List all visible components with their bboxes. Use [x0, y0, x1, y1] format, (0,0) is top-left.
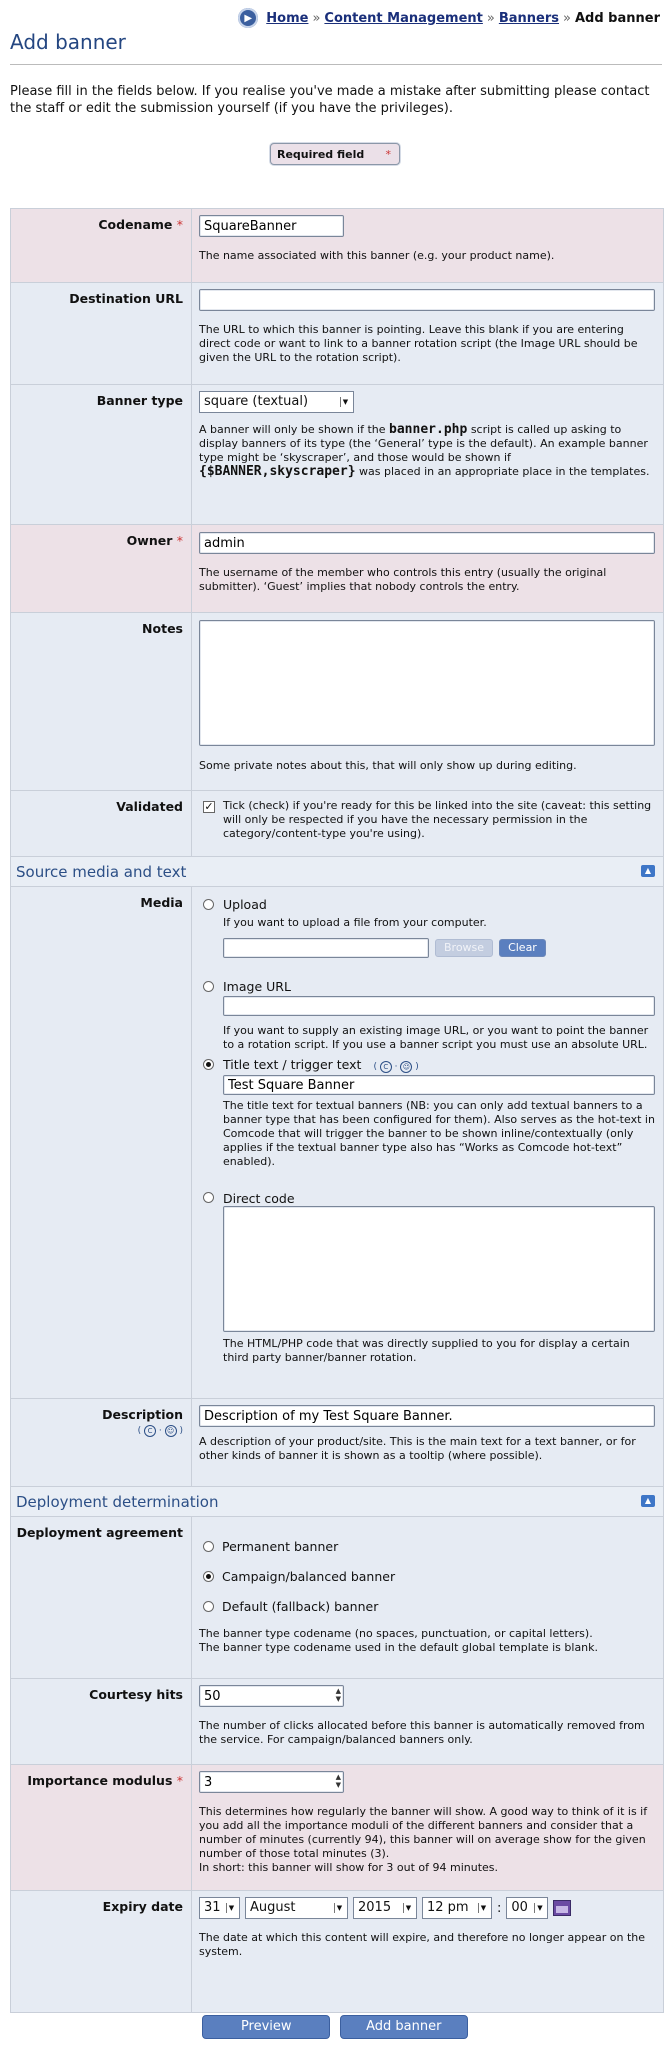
direct-code-textarea[interactable]: [223, 1206, 655, 1332]
description-label: Description: [102, 1407, 183, 1422]
row-courtesy-hits: [11, 1678, 663, 1764]
row-media: [11, 886, 663, 1398]
breadcrumb-separator: »: [312, 10, 321, 26]
title-text-input[interactable]: [223, 1075, 655, 1095]
row-banner-type: [11, 384, 663, 524]
campaign-banner-radio[interactable]: [203, 1571, 214, 1582]
image-url-radio[interactable]: [203, 981, 214, 992]
destination-url-label: Destination URL: [69, 291, 183, 306]
banner-type-value: square (textual): [204, 394, 309, 409]
required-field-label: Required field: [277, 148, 365, 161]
form-buttons: [0, 2015, 670, 2039]
time-colon: :: [497, 1900, 502, 1916]
permanent-banner-radio[interactable]: [203, 1541, 214, 1552]
emoticon-icon[interactable]: ☺: [165, 1425, 177, 1437]
chevron-down-icon: ▼: [334, 1903, 344, 1913]
row-codename: [11, 208, 663, 282]
codename-label: Codename *: [98, 217, 183, 232]
validated-desc: Tick (check) if you're ready for this be linked into the site (caveat: this setting will only be respected if you have the necessary permission in the category/content-type you're using).: [223, 799, 652, 840]
expiry-year-select[interactable]: 2015 ▼: [353, 1897, 417, 1919]
section-source-media-title: Source media and text: [16, 863, 187, 881]
banner-type-desc: A banner will only be shown if the banner.php script is called up asking to display banners of its type (the ‘General’ type is the default). An example banner type might be ‘skyscraper’, and those would be shown if {$BANNER,skyscraper} was placed in an appropriate place in the templates.: [199, 422, 650, 479]
notes-desc: Some private notes about this, that will only show up during editing.: [199, 759, 577, 772]
row-description: [11, 1398, 663, 1486]
chevron-down-icon: ▼: [226, 1903, 236, 1913]
media-label: Media: [140, 895, 183, 910]
section-source-media: [11, 856, 663, 886]
direct-code-desc: The HTML/PHP code that was directly supplied to you for display a certain third party banner/banner rotation.: [223, 1337, 630, 1364]
notes-label: Notes: [142, 621, 183, 636]
section-deployment: [11, 1486, 663, 1516]
comcode-icon[interactable]: C: [380, 1061, 392, 1073]
default-banner-radio[interactable]: [203, 1601, 214, 1612]
chevron-down-icon: ▼: [340, 397, 350, 407]
title-text-label: Title text / trigger text: [223, 1057, 362, 1072]
owner-label: Owner *: [126, 533, 183, 548]
spinner-arrows-icon[interactable]: ▲ ▼: [335, 1687, 341, 1703]
title-text-desc: The title text for textual banners (NB: you can only add textual banners to a banner type that has been configured for them). Also serves as the hot-text in Comcode that will trigger the banner to be shown inline/contextually (only applies if the textual banner type also has “Works as Comcode hot-text” enabled).: [223, 1099, 655, 1168]
chevron-down-icon: ▼: [478, 1903, 488, 1913]
expiry-hour-select[interactable]: 12 pm ▼: [422, 1897, 492, 1919]
importance-desc-1: This determines how regularly the banner will show. A good way to think of it is if you add all the importance moduli of the different banners and consider that a number of minutes (currently 94), this banner will on average show for the given number of those total minutes (3).: [199, 1805, 648, 1860]
required-field-legend: [270, 143, 400, 165]
intro-text: Please fill in the fields below. If you realise you've made a mistake after submitting please contact the staff or edit the submission yourself (if you have the privileges).: [10, 84, 650, 116]
expiry-minute-select[interactable]: 00 ▼: [506, 1897, 548, 1919]
chevron-down-icon: ▼: [534, 1903, 544, 1913]
section-deployment-title: Deployment determination: [16, 1493, 219, 1511]
banner-type-label: Banner type: [96, 393, 183, 408]
deployment-agreement-label: Deployment agreement: [16, 1525, 183, 1540]
courtesy-hits-label: Courtesy hits: [89, 1687, 183, 1702]
banner-type-select[interactable]: [199, 391, 354, 413]
calendar-icon[interactable]: [553, 1900, 571, 1916]
destination-url-input[interactable]: [199, 289, 655, 311]
row-owner: [11, 524, 663, 612]
title-text-label-row: [223, 1057, 657, 1073]
deployment-desc-1: The banner type codename (no spaces, punctuation, or capital letters).: [199, 1627, 593, 1640]
row-notes: [11, 612, 663, 790]
breadcrumb-home[interactable]: Home: [266, 10, 309, 26]
breadcrumb-banners[interactable]: Banners: [498, 10, 560, 26]
importance-label: Importance modulus *: [27, 1773, 183, 1788]
image-url-input[interactable]: [223, 996, 655, 1016]
emoticon-icon[interactable]: ☺: [400, 1061, 412, 1073]
page-title: Add banner: [10, 30, 126, 54]
image-url-desc: If you want to supply an existing image URL, or you want to point the banner to a rotation script. If you use a banner script you must use an absolute URL.: [223, 1024, 649, 1051]
codename-input[interactable]: [199, 215, 344, 237]
banner-form: [10, 208, 664, 2013]
codename-desc: The name associated with this banner (e.g. your product name).: [199, 249, 555, 262]
row-deployment-agreement: [11, 1516, 663, 1678]
breadcrumb: [238, 8, 660, 28]
arrow-circle-icon: ▶: [238, 8, 258, 28]
description-comcode-tools: ( C · ☺ ): [137, 1426, 183, 1436]
upload-radio[interactable]: [203, 899, 214, 910]
expiry-month-select[interactable]: August ▼: [245, 1897, 348, 1919]
browse-button[interactable]: Browse: [435, 939, 493, 957]
notes-textarea[interactable]: [199, 620, 655, 746]
clear-button[interactable]: Clear: [499, 939, 546, 957]
chevron-down-icon: ▼: [403, 1903, 413, 1913]
description-input[interactable]: [199, 1405, 655, 1427]
default-banner-label: Default (fallback) banner: [222, 1598, 379, 1614]
title-divider: [10, 64, 662, 65]
importance-input[interactable]: [199, 1771, 344, 1793]
image-url-label: Image URL: [223, 979, 291, 994]
expiry-day-select[interactable]: 31 ▼: [199, 1897, 240, 1919]
comcode-tools: ( C · ☺ ): [373, 1062, 419, 1072]
owner-desc: The username of the member who controls this entry (usually the original submitter). ‘Guest’ implies that nobody controls the entry.: [199, 566, 607, 593]
row-validated: [11, 790, 663, 856]
breadcrumb-content-management[interactable]: Content Management: [324, 10, 483, 26]
deployment-desc-2: The banner type codename used in the default global template is blank.: [199, 1641, 599, 1654]
row-importance: [11, 1764, 663, 1890]
collapse-toggle-icon[interactable]: ▲: [641, 1495, 655, 1507]
expiry-desc: The date at which this content will expire, and therefore no longer appear on the system.: [199, 1931, 645, 1958]
owner-input[interactable]: [199, 532, 655, 554]
direct-code-label: Direct code: [223, 1191, 295, 1206]
validated-label: Validated: [116, 799, 183, 814]
description-desc: A description of your product/site. This is the main text for a text banner, or for other kinds of banner it is shown as a tooltip (where possible).: [199, 1435, 636, 1462]
direct-code-radio[interactable]: [203, 1192, 214, 1203]
importance-desc-2: In short: this banner will show for 3 out of 94 minutes.: [199, 1861, 499, 1874]
breadcrumb-separator: »: [563, 10, 571, 26]
validated-checkbox[interactable]: ✓: [204, 800, 214, 813]
upload-label: Upload: [223, 897, 267, 912]
preview-button[interactable]: Preview: [202, 2015, 330, 2039]
row-destination-url: [11, 282, 663, 384]
add-banner-button[interactable]: Add banner: [340, 2015, 468, 2039]
required-star: *: [385, 148, 391, 161]
upload-file-input[interactable]: [223, 938, 429, 958]
comcode-icon[interactable]: C: [144, 1425, 156, 1437]
destination-url-desc: The URL to which this banner is pointing. Leave this blank if you are entering direct code or want to link to a banner rotation script (the Image URL should be given the URL to the rotation script).: [199, 323, 638, 364]
courtesy-hits-input[interactable]: [199, 1685, 344, 1707]
spinner-arrows-icon[interactable]: ▲ ▼: [335, 1773, 341, 1789]
title-text-radio[interactable]: [203, 1059, 214, 1070]
permanent-banner-label: Permanent banner: [222, 1538, 339, 1554]
campaign-banner-label: Campaign/balanced banner: [222, 1568, 396, 1584]
breadcrumb-separator: »: [486, 10, 495, 26]
row-expiry: [11, 1890, 663, 2012]
upload-desc: If you want to upload a file from your computer.: [223, 916, 487, 929]
collapse-toggle-icon[interactable]: ▲: [641, 865, 655, 877]
expiry-label: Expiry date: [102, 1899, 183, 1914]
breadcrumb-current: Add banner: [574, 10, 660, 26]
courtesy-hits-desc: The number of clicks allocated before this banner is automatically removed from the service. For campaign/balanced banners only.: [199, 1719, 645, 1746]
